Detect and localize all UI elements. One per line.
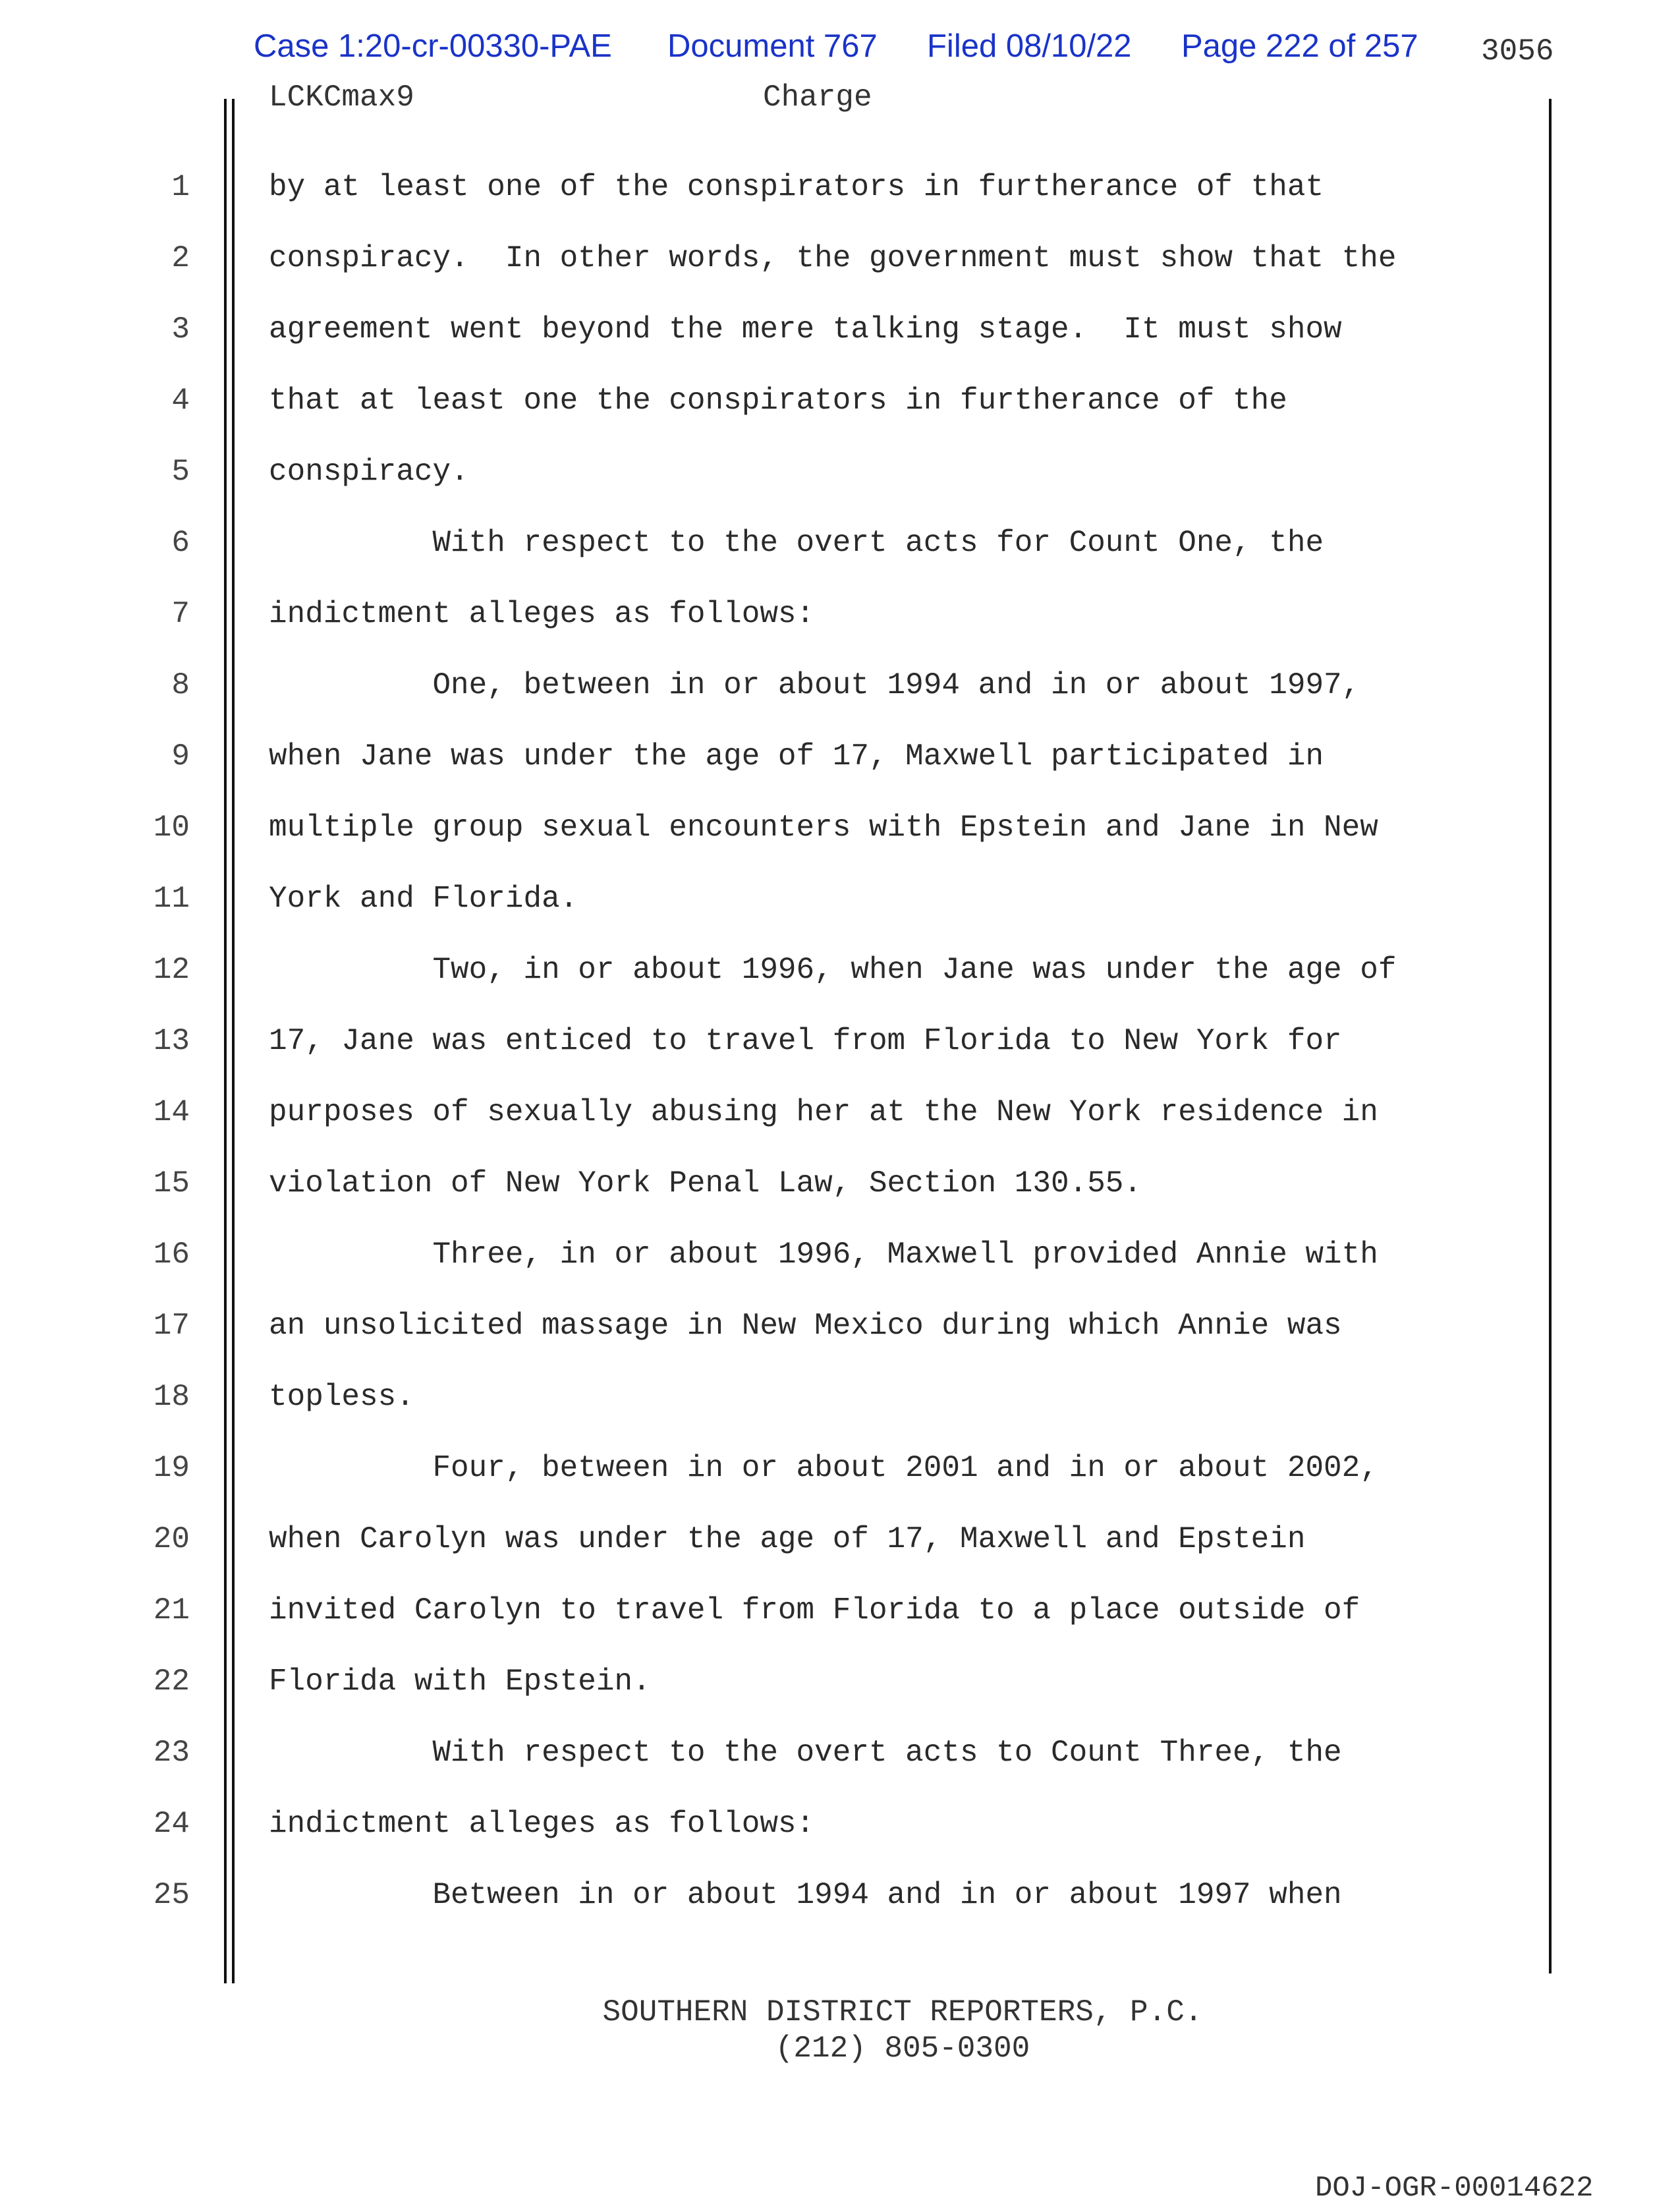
running-head-section: Charge — [763, 80, 872, 115]
document-number: Document 767 — [667, 28, 878, 64]
line-number: 18 — [153, 1380, 190, 1414]
page-count: Page 222 of 257 — [1181, 28, 1418, 64]
line-number: 17 — [153, 1309, 190, 1343]
line-number: 15 — [153, 1166, 190, 1201]
line-text: Four, between in or about 2001 and in or about 2002, — [269, 1451, 1378, 1485]
line-number: 16 — [153, 1237, 190, 1272]
line-text: One, between in or about 1994 and in or about 1997, — [269, 668, 1360, 702]
line-number: 12 — [153, 953, 190, 987]
transcript-line — [0, 1309, 1680, 1380]
transcript-line — [0, 312, 1680, 383]
line-number: 1 — [171, 170, 190, 204]
transcript-line — [0, 1593, 1680, 1664]
line-number: 25 — [153, 1878, 190, 1912]
transcript-line — [0, 1237, 1680, 1309]
transcript-line — [0, 739, 1680, 810]
line-number: 3 — [171, 312, 190, 347]
line-number: 4 — [171, 383, 190, 418]
transcript-line — [0, 953, 1680, 1024]
line-number: 2 — [171, 241, 190, 275]
line-number: 5 — [171, 455, 190, 489]
reporter-phone: (212) 805-0300 — [775, 2031, 1030, 2066]
transcript-line — [0, 170, 1680, 241]
transcript-line — [0, 1095, 1680, 1166]
line-text: topless. — [269, 1380, 414, 1414]
line-number: 21 — [153, 1593, 190, 1628]
transcript-line — [0, 455, 1680, 526]
line-text: With respect to the overt acts to Count Three, the — [269, 1736, 1342, 1770]
line-text: when Carolyn was under the age of 17, Maxwell and Epstein — [269, 1522, 1306, 1556]
transcript-body — [0, 170, 1680, 1949]
line-number: 23 — [153, 1736, 190, 1770]
transcript-page-number: 3056 — [1481, 34, 1554, 69]
line-text: York and Florida. — [269, 882, 578, 916]
line-number: 22 — [153, 1664, 190, 1699]
line-text: Two, in or about 1996, when Jane was under the age of — [269, 953, 1397, 987]
transcript-line — [0, 241, 1680, 312]
line-number: 10 — [153, 810, 190, 845]
line-text: agreement went beyond the mere talking stage. It must show — [269, 312, 1342, 347]
line-number: 24 — [153, 1807, 190, 1841]
transcript-line — [0, 597, 1680, 668]
transcript-line — [0, 1166, 1680, 1237]
case-number: Case 1:20-cr-00330-PAE — [254, 28, 612, 64]
transcript-line — [0, 1878, 1680, 1949]
line-text: Between in or about 1994 and in or about 1997 when — [269, 1878, 1342, 1912]
line-text: indictment alleges as follows: — [269, 597, 815, 631]
line-number: 8 — [171, 668, 190, 702]
line-text: multiple group sexual encounters with Epstein and Jane in New — [269, 810, 1378, 845]
transcript-line — [0, 810, 1680, 882]
line-number: 14 — [153, 1095, 190, 1129]
transcript-line — [0, 882, 1680, 953]
line-text: Florida with Epstein. — [269, 1664, 651, 1699]
line-text: indictment alleges as follows: — [269, 1807, 815, 1841]
bates-number: DOJ-OGR-00014622 — [1315, 2172, 1594, 2205]
transcript-line — [0, 526, 1680, 597]
transcript-line — [0, 1664, 1680, 1736]
transcript-line — [0, 668, 1680, 739]
line-number: 7 — [171, 597, 190, 631]
filed-date: Filed 08/10/22 — [927, 28, 1132, 64]
line-text: Three, in or about 1996, Maxwell provided Annie with — [269, 1237, 1378, 1272]
transcript-line — [0, 1736, 1680, 1807]
line-number: 19 — [153, 1451, 190, 1485]
line-text: violation of New York Penal Law, Section 130.55. — [269, 1166, 1142, 1201]
line-number: 20 — [153, 1522, 190, 1556]
line-text: purposes of sexually abusing her at the New York residence in — [269, 1095, 1378, 1129]
case-header-stamp — [254, 28, 1440, 74]
line-text: an unsolicited massage in New Mexico during which Annie was — [269, 1309, 1342, 1343]
line-text: conspiracy. — [269, 455, 469, 489]
transcript-line — [0, 1380, 1680, 1451]
reporter-name: SOUTHERN DISTRICT REPORTERS, P.C. — [602, 1995, 1203, 2029]
transcript-line — [0, 1024, 1680, 1095]
running-head-code: LCKCmax9 — [269, 80, 414, 115]
transcript-line — [0, 383, 1680, 455]
line-text: that at least one the conspirators in furtherance of the — [269, 383, 1287, 418]
transcript-line — [0, 1522, 1680, 1593]
line-number: 6 — [171, 526, 190, 560]
line-text: invited Carolyn to travel from Florida to a place outside of — [269, 1593, 1360, 1628]
line-number: 11 — [153, 882, 190, 916]
line-text: With respect to the overt acts for Count One, the — [269, 526, 1324, 560]
line-number: 9 — [171, 739, 190, 774]
transcript-line — [0, 1451, 1680, 1522]
line-text: by at least one of the conspirators in furtherance of that — [269, 170, 1324, 204]
transcript-line — [0, 1807, 1680, 1878]
line-text: conspiracy. In other words, the government must show that the — [269, 241, 1397, 275]
line-text: 17, Jane was enticed to travel from Florida to New York for — [269, 1024, 1342, 1058]
line-number: 13 — [153, 1024, 190, 1058]
line-text: when Jane was under the age of 17, Maxwell participated in — [269, 739, 1324, 774]
